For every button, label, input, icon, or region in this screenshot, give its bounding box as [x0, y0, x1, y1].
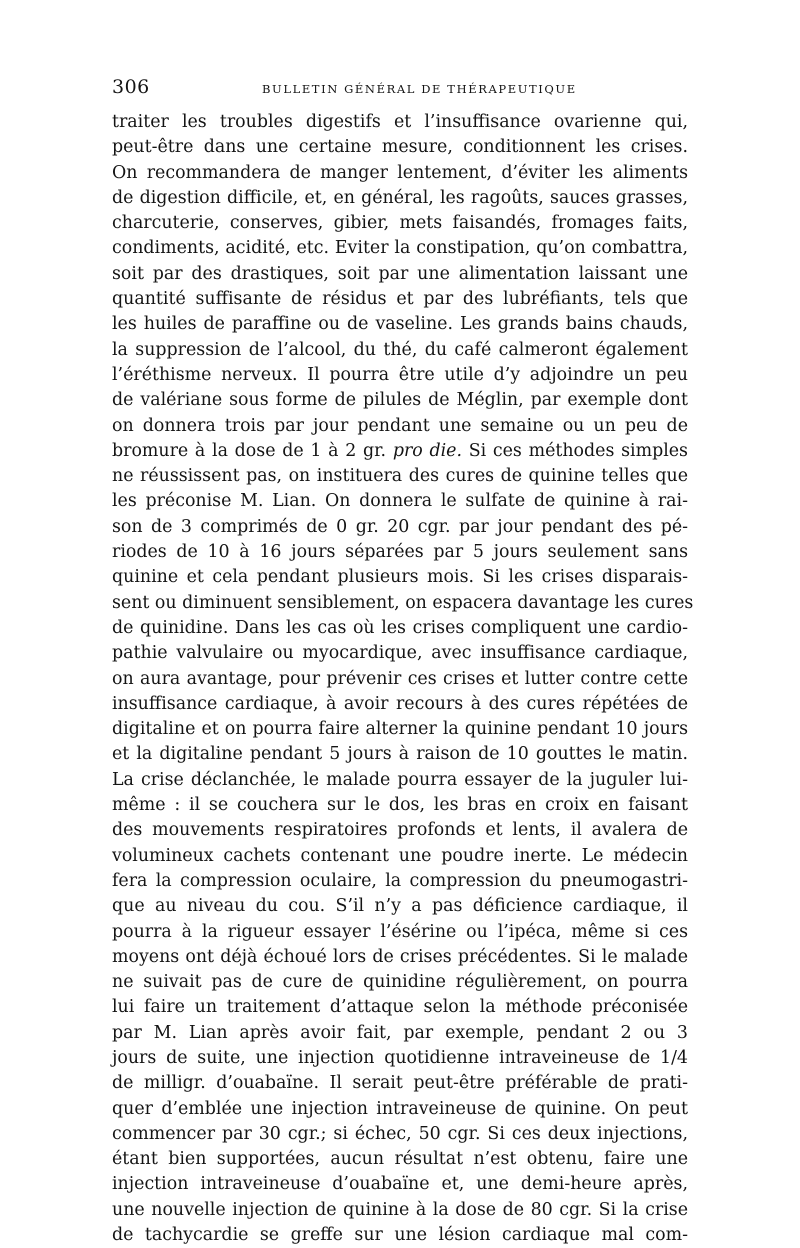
running-header	[112, 68, 688, 102]
page-number: 306	[112, 76, 150, 98]
text-line: lui faire un traitement d’attaque selon la méthode préconisée	[112, 997, 688, 1018]
text-segment: Si ces méthodes simples	[461, 440, 688, 461]
document-page	[112, 68, 694, 1248]
text-line: injection intraveineuse d’ouabaïne et, une demi-heure après,	[112, 1174, 688, 1195]
text-line: condiments, acidité, etc. Eviter la constipation, qu’on combattra,	[112, 238, 688, 259]
text-line: La crise déclanchée, le malade pourra essayer de la juguler lui-	[112, 769, 688, 790]
text-line: quer d’emblée une injection intraveineuse de quinine. On peut	[112, 1098, 688, 1119]
italic-text: pro die.	[392, 440, 462, 461]
text-line: volumineux cachets contenant une poudre inerte. Le médecin	[112, 845, 688, 866]
text-line: peut-être dans une certaine mesure, conditionnent les crises.	[112, 137, 688, 158]
text-line: ne réussissent pas, on instituera des cures de quinine telles que	[112, 466, 688, 487]
text-line: traiter les troubles digestifs et l’insuffisance ovarienne qui,	[112, 112, 688, 132]
text-line: fera la compression oculaire, la compression du pneumogastri-	[112, 870, 688, 891]
text-line: digitaline et on pourra faire alterner la quinine pendant 10 jours	[112, 719, 688, 740]
text-line: l’éréthisme nerveux. Il pourra être utile d’y adjoindre un peu	[112, 364, 688, 385]
text-line: On recommandera de manger lentement, d’éviter les aliments	[112, 162, 688, 183]
text-line: de milligr. d’ouabaïne. Il serait peut-être préférable de prati-	[112, 1073, 688, 1094]
body-text	[112, 110, 694, 1248]
text-line: pourra à la rigueur essayer l’ésérine ou l’ipéca, même si ces	[112, 921, 688, 942]
text-line-mixed	[112, 439, 688, 464]
text-line: charcuterie, conserves, gibier, mets faisandés, fromages faits,	[112, 213, 688, 234]
text-line: de tachycardie se greffe sur une lésion cardiaque mal com-	[112, 1225, 688, 1246]
text-line: quantité suffisante de résidus et par des lubréfiants, tels que	[112, 289, 688, 310]
text-line: les préconise M. Lian. On donnera le sulfate de quinine à rai-	[112, 491, 688, 512]
text-line: de quinidine. Dans les cas où les crises compliquent une cardio-	[112, 617, 688, 638]
text-line: de valériane sous forme de pilules de Méglin, par exemple dont	[112, 390, 688, 411]
text-line: riodes de 10 à 16 jours séparées par 5 jours seulement sans	[112, 542, 688, 563]
text-line: la suppression de l’alcool, du thé, du café calmeront également	[112, 339, 688, 360]
text-segment: bromure à la dose de 1 à 2 gr.	[112, 440, 387, 461]
text-line: les huiles de paraffine ou de vaseline. Les grands bains chauds,	[112, 314, 688, 335]
text-line: jours de suite, une injection quotidienne intraveineuse de 1/4	[112, 1047, 688, 1068]
text-line: que au niveau du cou. S’il n’y a pas déficience cardiaque, il	[112, 896, 688, 917]
text-line: pathie valvulaire ou myocardique, avec insuffisance cardiaque,	[112, 643, 688, 664]
text-line: et la digitaline pendant 5 jours à raison de 10 gouttes le matin.	[112, 744, 688, 765]
text-line: par M. Lian après avoir fait, par exemple, pendant 2 ou 3	[112, 1022, 688, 1043]
text-line: soit par des drastiques, soit par une alimentation laissant une	[112, 263, 688, 284]
text-line: son de 3 comprimés de 0 gr. 20 cgr. par jour pendant des pé-	[112, 516, 688, 537]
text-line: insuffisance cardiaque, à avoir recours à des cures répétées de	[112, 693, 688, 714]
text-line: ne suivait pas de cure de quinidine régulièrement, on pourra	[112, 972, 688, 993]
text-line: étant bien supportées, aucun résultat n’est obtenu, faire une	[112, 1149, 688, 1170]
text-line: on donnera trois par jour pendant une semaine ou un peu de	[112, 415, 688, 436]
text-line: quinine et cela pendant plusieurs mois. Si les crises disparais-	[112, 567, 688, 588]
text-line: des mouvements respiratoires profonds et lents, il avalera de	[112, 820, 688, 841]
text-line: moyens ont déjà échoué lors de crises précédentes. Si le malade	[112, 946, 688, 967]
text-line: de digestion difficile, et, en général, les ragoûts, sauces grasses,	[112, 187, 688, 208]
text-line: commencer par 30 cgr.; si échec, 50 cgr. Si ces deux injections,	[112, 1123, 688, 1144]
text-line: une nouvelle injection de quinine à la dose de 80 cgr. Si la crise	[112, 1199, 688, 1220]
text-line: on aura avantage, pour prévenir ces crises et lutter contre cette	[112, 668, 688, 689]
text-line: sent ou diminuent sensiblement, on espacera davantage les cures	[112, 592, 694, 613]
journal-title: BULLETIN GÉNÉRAL DE THÉRAPEUTIQUE	[262, 82, 577, 96]
text-line: même : il se couchera sur le dos, les bras en croix en faisant	[112, 795, 688, 816]
